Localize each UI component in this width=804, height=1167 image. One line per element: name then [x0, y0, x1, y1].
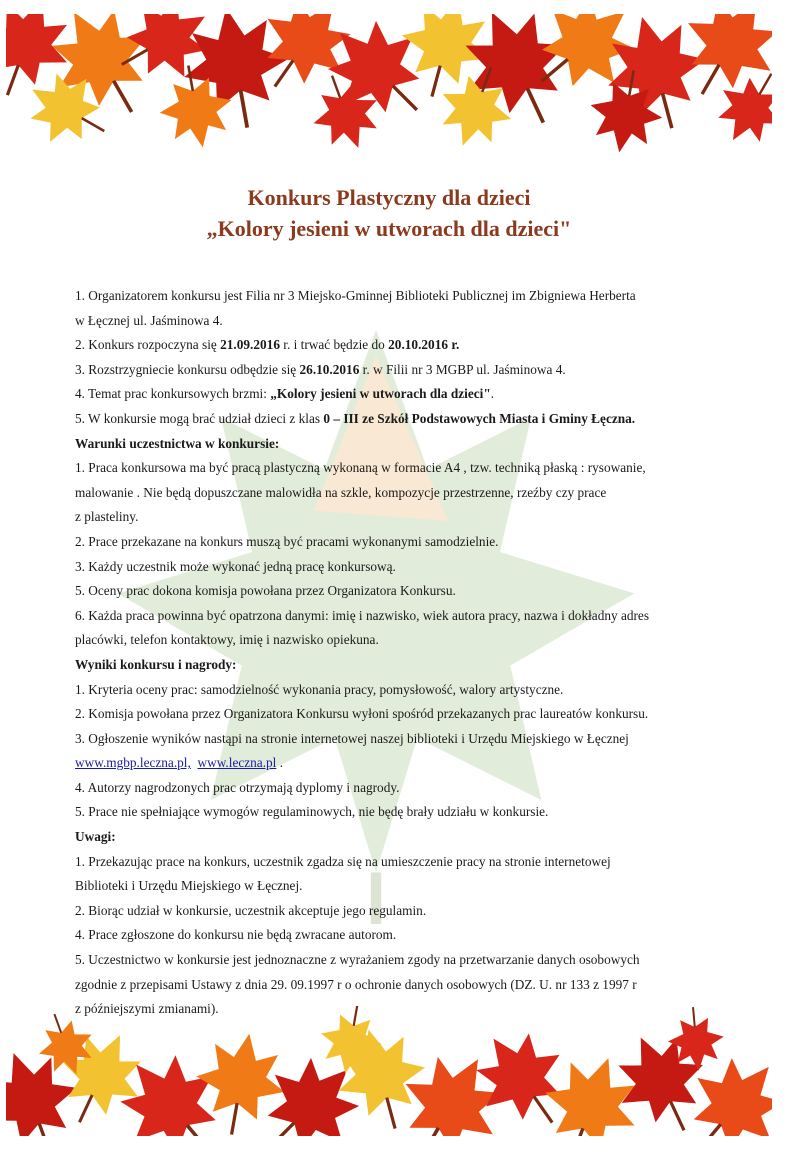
- poster-page: [6, 14, 772, 1136]
- conditions-heading: Warunki uczestnictwa w konkursie:: [75, 435, 280, 451]
- condition-2: 2. Prace przekazane na konkurs muszą być pracami wykonanymi samodzielnie.: [75, 533, 499, 549]
- result-5: 5. Prace nie spełniające wymogów regulaminowych, nie będę brały udziału w konkursie.: [75, 804, 549, 820]
- result-1: 1. Kryteria oceny prac: samodzielność wykonania pracy, pomysłowość, walory artystyczne.: [75, 681, 564, 697]
- intro-point-1-cont: w Łęcznej ul. Jaśminowa 4.: [75, 312, 223, 328]
- autumn-leaves-top-icon: [6, 14, 772, 164]
- intro-point-5: 5. W konkursie mogą brać udział dzieci z klas 0 – III ze Szkół Podstawowych Miasta i Gminy Łęczna.: [75, 410, 636, 426]
- leczna-link[interactable]: www.leczna.pl: [197, 755, 277, 771]
- title-line-2: „Kolory jesieni w utworach dla dzieci": [206, 216, 572, 241]
- condition-1-cont: malowanie . Nie będą dopuszczane malowidła na szkle, kompozycje przestrzenne, rzeźby czy prace: [75, 484, 607, 500]
- note-5: 5. Uczestnictwo w konkursie jest jednoznaczne z wyrażaniem zgody na przetwarzanie danych osobowych: [75, 952, 640, 968]
- note-1-cont: Biblioteki i Urzędu Miejskiego w Łęcznej.: [75, 878, 303, 894]
- regulations-text: [75, 284, 715, 1022]
- notes-heading: Uwagi:: [75, 829, 116, 845]
- note-5-cont2: z późniejszymi zmianami).: [75, 1001, 219, 1017]
- intro-point-4: 4. Temat prac konkursowych brzmi: „Kolory jesieni w utworach dla dzieci".: [75, 386, 495, 402]
- result-3: 3. Ogłoszenie wyników nastąpi na stronie internetowej naszej biblioteki i Urzędu Miejskiego w Łęcznej: [75, 730, 629, 746]
- result-4: 4. Autorzy nagrodzonych prac otrzymają dyplomy i nagrody.: [75, 779, 400, 795]
- results-heading: Wyniki konkursu i nagrody:: [75, 656, 237, 672]
- note-5-cont: zgodnie z przepisami Ustawy z dnia 29. 09.1997 r o ochronie danych osobowych (DZ. U. nr 133 z 1997 r: [75, 976, 637, 992]
- result-2: 2. Komisja powołana przez Organizatora Konkursu wyłoni spośród przekazanych prac laureatów konkursu.: [75, 706, 649, 722]
- autumn-leaves-bottom-icon: [6, 1006, 772, 1136]
- note-4: 4. Prace zgłoszone do konkursu nie będą zwracane autorom.: [75, 927, 397, 943]
- note-2: 2. Biorąc udział w konkursie, uczestnik akceptuje jego regulamin.: [75, 902, 427, 918]
- title-line-1: Konkurs Plastyczny dla dzieci: [247, 185, 531, 210]
- condition-3: 3. Każdy uczestnik może wykonać jedną pracę konkursową.: [75, 558, 396, 574]
- condition-5: 5. Oceny prac dokona komisja powołana przez Organizatora Konkursu.: [75, 583, 456, 599]
- result-3-links: www.mgbp.leczna.pl, www.leczna.pl .: [75, 755, 284, 771]
- condition-6-cont: placówki, telefon kontaktowy, imię i nazwisko opiekuna.: [75, 632, 379, 648]
- intro-point-2: 2. Konkurs rozpoczyna się 21.09.2016 r. i trwać będzie do 20.10.2016 r.: [75, 337, 460, 353]
- intro-point-3: 3. Rozstrzygniecie konkursu odbędzie się 26.10.2016 r. w Filii nr 3 MGBP ul. Jaśminowa 4.: [75, 361, 566, 377]
- condition-1-cont2: z plasteliny.: [75, 509, 139, 525]
- mgbp-link[interactable]: www.mgbp.leczna.pl,: [75, 755, 191, 771]
- intro-point-1: 1. Organizatorem konkursu jest Filia nr 3 Miejsko-Gminnej Biblioteki Publicznej im Zbigniewa Herberta: [75, 288, 636, 303]
- note-1: 1. Przekazując prace na konkurs, uczestnik zgadza się na umieszczenie pracy na stronie internetowej: [75, 853, 611, 869]
- condition-6: 6. Każda praca powinna być opatrzona danymi: imię i nazwisko, wiek autora pracy, nazwa i dokładny adres: [75, 607, 650, 623]
- poster-title: [6, 182, 772, 244]
- condition-1: 1. Praca konkursowa ma być pracą plastyczną wykonaną w formacie A4 , tzw. techniką płaską : rysowanie,: [75, 460, 646, 476]
